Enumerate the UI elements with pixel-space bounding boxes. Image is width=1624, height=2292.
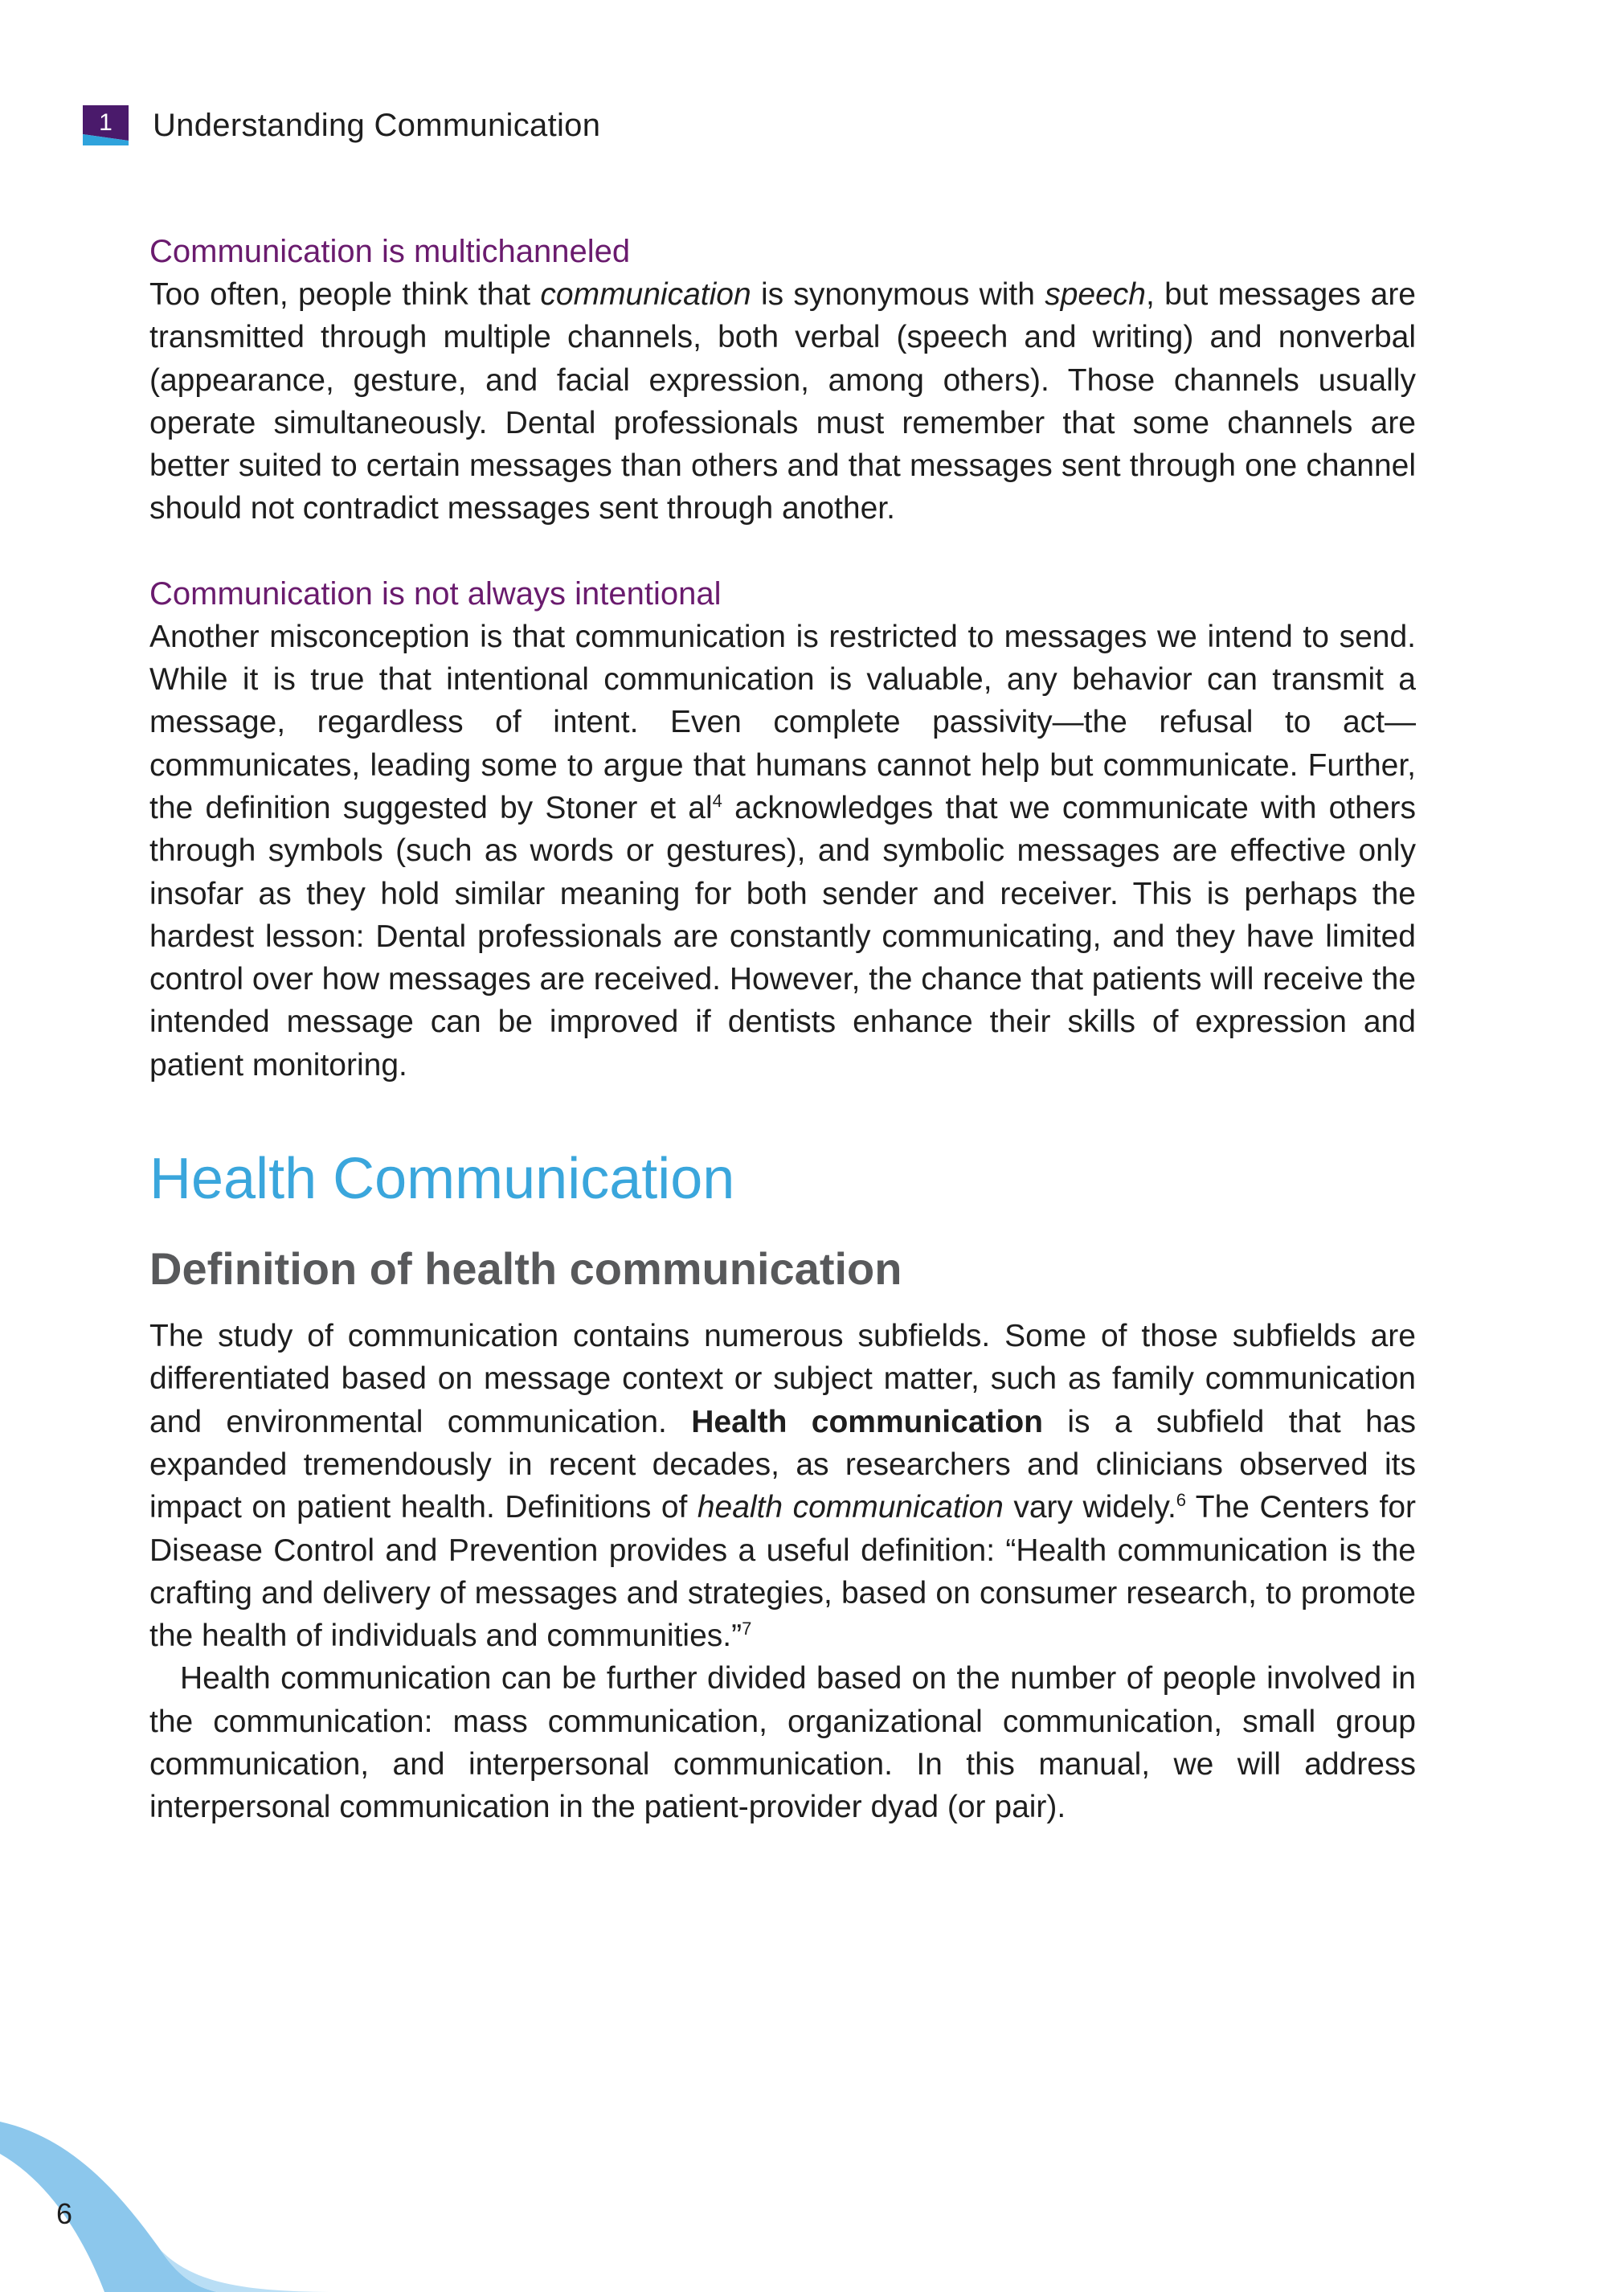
page-number: 6 <box>56 2197 73 2230</box>
running-title: Understanding Communication <box>153 107 601 143</box>
subsection-title-definition: Definition of health communication <box>149 1243 902 1295</box>
chapter-number: 1 <box>99 109 112 136</box>
paragraph-multichanneled: Too often, people think that communication is synonymous with speech, but messages are transmitted through multiple channels, both verbal (speech and writing) and nonverbal (appearance, gesture, and facial expression, among others). Those channels usually operate simultaneously. Dental professionals must remember that some channels are better suited to certain messages than others and that messages sent through one channel should not contradict messages sent through another. <box>149 277 1416 526</box>
paragraph-health-divisions: Health communication can be further divided based on the number of people involved in the communication: mass communication, organizational communication, small group communication, and interpersonal communication. In this manual, we will address interpersonal communication in the patient-provider dyad (or pair). <box>149 1661 1416 1825</box>
citation-7: 7 <box>742 1619 752 1639</box>
paragraph-intentional: Another misconception is that communication is restricted to messages we intend to send. While it is true that intentional communication is valuable, any behavior can transmit a message, regardless of intent. Even complete passivity—the refusal to act—communicates, leading some to argue that humans cannot help but communicate. Further, the definition suggested by Stoner et $al^4$ acknowledges that we communicate with others through symbols (such as words or gestures), and symbolic messages are effective only insofar as they hold similar meaning for both sender and receiver. This is perhaps the hardest lesson: Dental professionals are constantly communicating, and they have limited control over how messages are received. However, the chance that patients will receive the intended message can be improved if dentists enhance their skills of expression and patient monitoring. <box>149 619 1417 1083</box>
section-title-health-communication: Health Communication <box>149 1147 735 1212</box>
chapter-badge <box>83 105 129 145</box>
paragraph-health-definition: The study of communication contains numerous subfields. Some of those subfields are differentiated based on message context or subject matter, such as family communication and environmental communication. Health communication is a subfield that has expanded tremendously in recent decades, as researchers and clinicians observed its impact on patient health. Definitions of health communication vary widely.$^6$ The Centers for Disease Control and Prevention provides a useful definition: “Health communication is the crafting and delivery of messages and strategies, based on consumer research, to promote the health of individuals and communities.”$^7$ <box>149 1319 1416 1654</box>
running-head <box>83 103 600 148</box>
decorative-wave <box>0 2089 337 2292</box>
main-content <box>149 230 1416 1829</box>
citation-4: 4 <box>712 790 722 811</box>
citation-6: 6 <box>1176 1490 1187 1511</box>
subhead-multichanneled: Communication is multichanneled <box>149 234 631 269</box>
subhead-intentional: Communication is not always intentional <box>149 575 722 612</box>
